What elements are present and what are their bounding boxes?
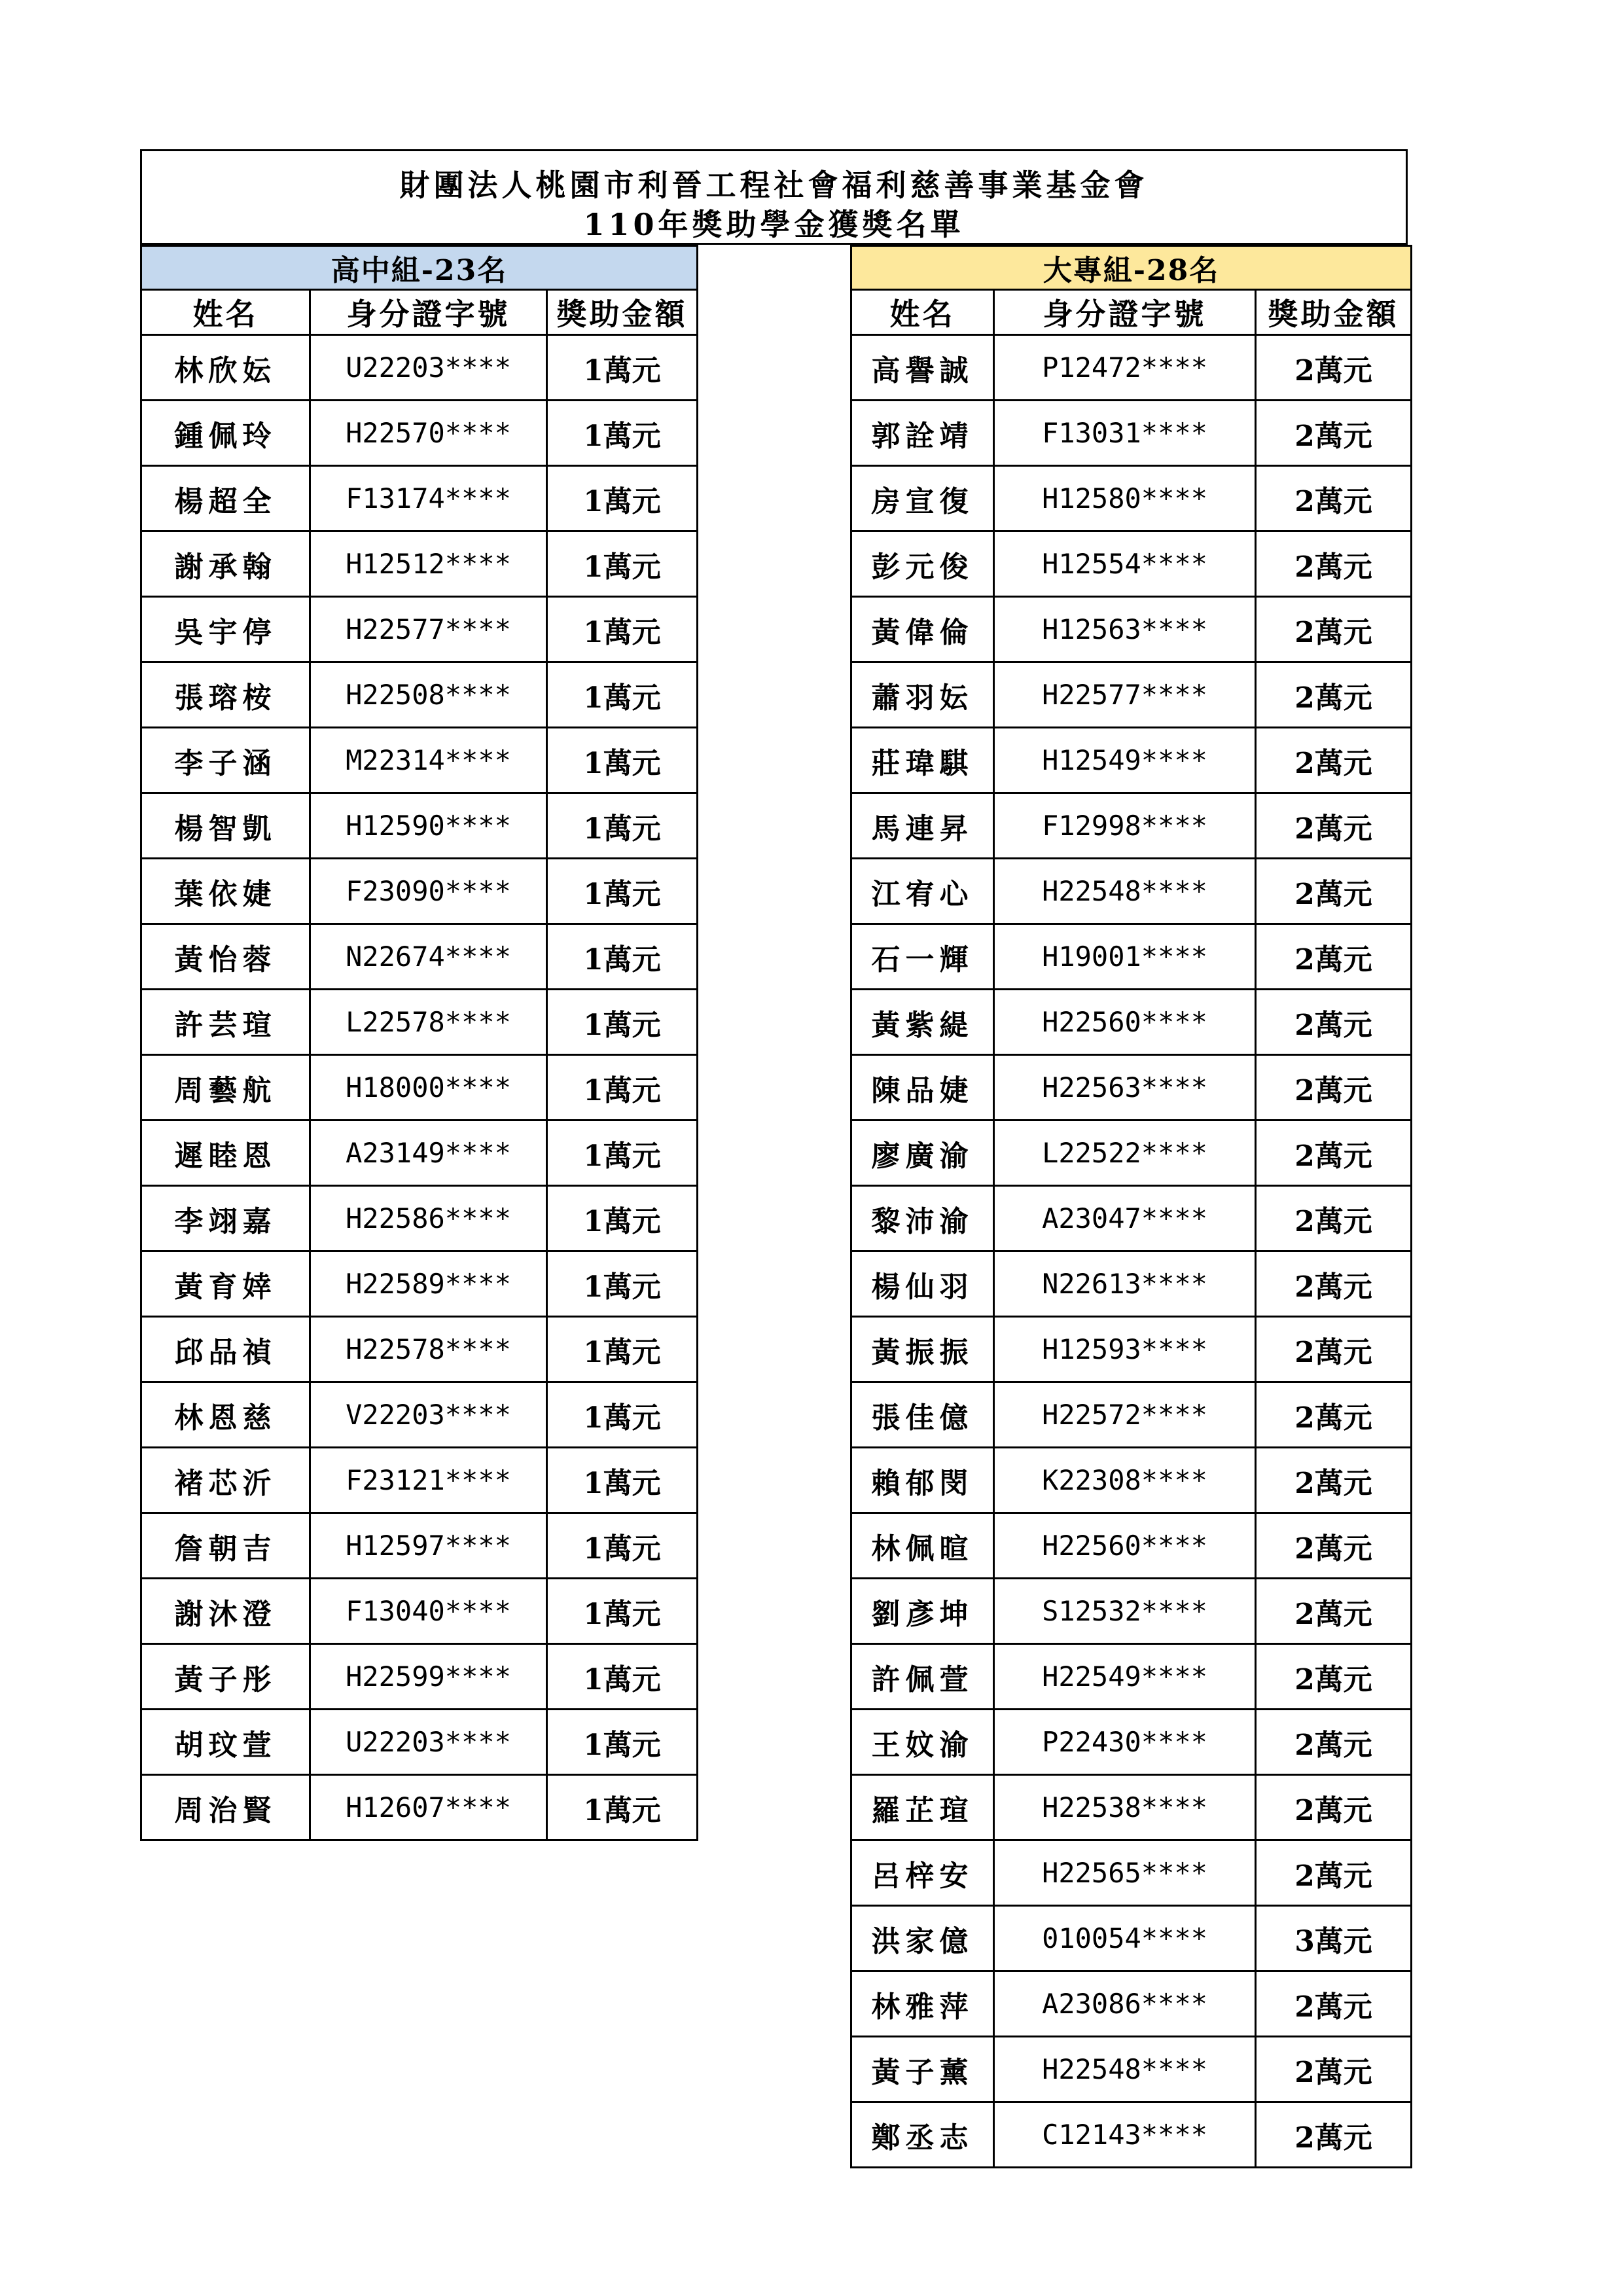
column-header-name: 姓名	[141, 290, 310, 335]
id-number: H12597****	[310, 1513, 547, 1579]
table-row	[851, 2102, 1412, 2168]
table-row	[141, 990, 698, 1055]
table-row	[851, 990, 1412, 1055]
table-row	[851, 1840, 1412, 1906]
recipient-name: 黃怡蓉	[141, 924, 310, 990]
award-amount: 1萬元	[547, 1513, 698, 1579]
id-number: H22577****	[994, 662, 1256, 728]
table-row	[851, 728, 1412, 793]
table-row	[141, 1579, 698, 1644]
id-number: P12472****	[994, 335, 1256, 401]
table-row	[141, 401, 698, 466]
table-row	[141, 1513, 698, 1579]
id-number: S12532****	[994, 1579, 1256, 1644]
award-amount: 2萬元	[1256, 1644, 1412, 1710]
id-number: F12998****	[994, 793, 1256, 859]
recipient-name: 林雅萍	[851, 1971, 994, 2037]
id-number: M22314****	[310, 728, 547, 793]
table-row	[141, 335, 698, 401]
id-number: H19001****	[994, 924, 1256, 990]
award-amount: 1萬元	[547, 1382, 698, 1448]
recipient-name: 莊瑋騏	[851, 728, 994, 793]
table-row	[851, 793, 1412, 859]
id-number: A23047****	[994, 1186, 1256, 1251]
table-row	[141, 466, 698, 531]
id-number: H12549****	[994, 728, 1256, 793]
table-row	[141, 1055, 698, 1121]
table-row	[851, 662, 1412, 728]
recipient-name: 黃育婞	[141, 1251, 310, 1317]
recipient-name: 黃振振	[851, 1317, 994, 1382]
recipient-name: 彭元俊	[851, 531, 994, 597]
table-row	[851, 401, 1412, 466]
recipient-name: 廖廣渝	[851, 1121, 994, 1186]
recipient-name: 江宥心	[851, 859, 994, 924]
table-row	[851, 1710, 1412, 1775]
table-row	[141, 1317, 698, 1382]
table-row	[141, 662, 698, 728]
table-row	[851, 466, 1412, 531]
award-amount: 1萬元	[547, 1186, 698, 1251]
id-number: U22203****	[310, 1710, 547, 1775]
table-row	[141, 924, 698, 990]
recipient-name: 周藝航	[141, 1055, 310, 1121]
table-row	[141, 1775, 698, 1840]
recipient-name: 馬連昇	[851, 793, 994, 859]
recipient-name: 邱品禎	[141, 1317, 310, 1382]
id-number: F13031****	[994, 401, 1256, 466]
table-row	[141, 1644, 698, 1710]
id-number: H12593****	[994, 1317, 1256, 1382]
award-amount: 2萬元	[1256, 1513, 1412, 1579]
id-number: H22578****	[310, 1317, 547, 1382]
award-amount: 2萬元	[1256, 2037, 1412, 2102]
table-row	[851, 1186, 1412, 1251]
table-row	[851, 335, 1412, 401]
recipient-name: 洪家億	[851, 1906, 994, 1971]
recipient-name: 詹朝吉	[141, 1513, 310, 1579]
recipient-name: 黃紫緹	[851, 990, 994, 1055]
id-number: H22563****	[994, 1055, 1256, 1121]
table-row	[851, 1448, 1412, 1513]
table-row	[851, 859, 1412, 924]
table-row	[851, 2037, 1412, 2102]
foundation-name: 財團法人桃園市利晉工程社會福利慈善事業基金會	[399, 168, 1149, 203]
id-number: N22674****	[310, 924, 547, 990]
award-amount: 2萬元	[1256, 859, 1412, 924]
id-number: H22549****	[994, 1644, 1256, 1710]
recipient-name: 褚芯沂	[141, 1448, 310, 1513]
id-number: N22613****	[994, 1251, 1256, 1317]
table-row	[851, 1579, 1412, 1644]
award-amount: 2萬元	[1256, 924, 1412, 990]
table-row	[851, 1644, 1412, 1710]
recipient-name: 張瑢桉	[141, 662, 310, 728]
award-amount: 1萬元	[547, 990, 698, 1055]
college-group-header: 大專組-28名	[851, 246, 1412, 290]
id-number: U22203****	[310, 335, 547, 401]
column-header-id: 身分證字號	[994, 290, 1256, 335]
table-row	[851, 1251, 1412, 1317]
id-number: A23086****	[994, 1971, 1256, 2037]
id-number: H22586****	[310, 1186, 547, 1251]
document-title-box	[140, 149, 1408, 245]
column-header-id: 身分證字號	[310, 290, 547, 335]
college-table	[850, 245, 1412, 2168]
award-amount: 2萬元	[1256, 1055, 1412, 1121]
award-amount: 1萬元	[547, 597, 698, 662]
award-amount: 1萬元	[547, 335, 698, 401]
award-amount: 1萬元	[547, 1644, 698, 1710]
recipient-name: 許佩萱	[851, 1644, 994, 1710]
recipient-name: 楊智凱	[141, 793, 310, 859]
award-amount: 1萬元	[547, 1121, 698, 1186]
award-amount: 2萬元	[1256, 728, 1412, 793]
award-amount: 1萬元	[547, 859, 698, 924]
recipient-name: 鍾佩玲	[141, 401, 310, 466]
id-number: H12563****	[994, 597, 1256, 662]
recipient-name: 李子涵	[141, 728, 310, 793]
column-header-amount: 獎助金額	[547, 290, 698, 335]
table-row	[141, 597, 698, 662]
table-row	[851, 1775, 1412, 1840]
college-rows	[851, 335, 1412, 2168]
id-number: L22578****	[310, 990, 547, 1055]
recipient-name: 周治賢	[141, 1775, 310, 1840]
table-row	[141, 793, 698, 859]
id-number: L22522****	[994, 1121, 1256, 1186]
recipient-name: 鄭丞志	[851, 2102, 994, 2168]
award-amount: 1萬元	[547, 531, 698, 597]
recipient-name: 羅芷瑄	[851, 1775, 994, 1840]
id-number: H22599****	[310, 1644, 547, 1710]
recipient-name: 高譽誠	[851, 335, 994, 401]
award-amount: 2萬元	[1256, 1382, 1412, 1448]
table-row	[141, 728, 698, 793]
id-number: H22548****	[994, 2037, 1256, 2102]
award-amount: 2萬元	[1256, 1775, 1412, 1840]
list-title: 110年獎助學金獲獎名單	[583, 207, 965, 242]
column-header-name: 姓名	[851, 290, 994, 335]
award-amount: 1萬元	[547, 1579, 698, 1644]
award-amount: 2萬元	[1256, 335, 1412, 401]
award-amount: 2萬元	[1256, 1251, 1412, 1317]
table-row	[851, 1317, 1412, 1382]
recipient-name: 王妏渝	[851, 1710, 994, 1775]
table-row	[141, 1251, 698, 1317]
award-amount: 2萬元	[1256, 1448, 1412, 1513]
high-school-table	[140, 245, 698, 1841]
recipient-name: 呂梓安	[851, 1840, 994, 1906]
table-row	[851, 1513, 1412, 1579]
high-school-rows	[141, 335, 698, 1840]
recipient-name: 遲睦恩	[141, 1121, 310, 1186]
award-amount: 2萬元	[1256, 990, 1412, 1055]
table-row	[141, 1382, 698, 1448]
award-amount: 1萬元	[547, 662, 698, 728]
id-number: F23121****	[310, 1448, 547, 1513]
id-number: H12607****	[310, 1775, 547, 1840]
recipient-name: 黃偉倫	[851, 597, 994, 662]
id-number: H22572****	[994, 1382, 1256, 1448]
recipient-name: 許芸瑄	[141, 990, 310, 1055]
id-number: H22577****	[310, 597, 547, 662]
recipient-name: 胡玟萱	[141, 1710, 310, 1775]
recipient-name: 賴郁閔	[851, 1448, 994, 1513]
recipient-name: 吳宇停	[141, 597, 310, 662]
id-number: H22560****	[994, 990, 1256, 1055]
recipient-name: 陳品婕	[851, 1055, 994, 1121]
table-row	[851, 1971, 1412, 2037]
id-number: H22538****	[994, 1775, 1256, 1840]
id-number: H22589****	[310, 1251, 547, 1317]
award-amount: 2萬元	[1256, 1317, 1412, 1382]
award-amount: 2萬元	[1256, 1186, 1412, 1251]
id-number: C12143****	[994, 2102, 1256, 2168]
table-row	[141, 1710, 698, 1775]
id-number: H12554****	[994, 531, 1256, 597]
award-amount: 2萬元	[1256, 2102, 1412, 2168]
id-number: H18000****	[310, 1055, 547, 1121]
id-number: 010054****	[994, 1906, 1256, 1971]
award-amount: 2萬元	[1256, 1710, 1412, 1775]
table-row	[851, 924, 1412, 990]
id-number: H12512****	[310, 531, 547, 597]
recipient-name: 謝沐澄	[141, 1579, 310, 1644]
award-amount: 2萬元	[1256, 597, 1412, 662]
recipient-name: 楊超全	[141, 466, 310, 531]
award-amount: 2萬元	[1256, 1121, 1412, 1186]
table-row	[851, 531, 1412, 597]
award-amount: 1萬元	[547, 1448, 698, 1513]
id-number: A23149****	[310, 1121, 547, 1186]
id-number: K22308****	[994, 1448, 1256, 1513]
recipient-name: 林恩慈	[141, 1382, 310, 1448]
high-school-group-header: 高中組-23名	[141, 246, 698, 290]
recipient-name: 張佳億	[851, 1382, 994, 1448]
recipient-name: 林欣妘	[141, 335, 310, 401]
award-amount: 3萬元	[1256, 1906, 1412, 1971]
award-amount: 1萬元	[547, 1317, 698, 1382]
recipient-name: 黎沛渝	[851, 1186, 994, 1251]
recipient-name: 李翊嘉	[141, 1186, 310, 1251]
award-amount: 1萬元	[547, 924, 698, 990]
table-row	[141, 1121, 698, 1186]
award-amount: 1萬元	[547, 466, 698, 531]
column-header-amount: 獎助金額	[1256, 290, 1412, 335]
table-row	[141, 1448, 698, 1513]
award-amount: 2萬元	[1256, 401, 1412, 466]
recipient-name: 黃子彤	[141, 1644, 310, 1710]
table-row	[141, 1186, 698, 1251]
award-amount: 1萬元	[547, 728, 698, 793]
id-number: H12580****	[994, 466, 1256, 531]
id-number: F23090****	[310, 859, 547, 924]
award-amount: 1萬元	[547, 793, 698, 859]
award-amount: 1萬元	[547, 1251, 698, 1317]
award-amount: 1萬元	[547, 401, 698, 466]
table-row	[851, 1055, 1412, 1121]
recipient-name: 林佩暄	[851, 1513, 994, 1579]
award-amount: 2萬元	[1256, 1579, 1412, 1644]
award-amount: 2萬元	[1256, 1840, 1412, 1906]
recipient-name: 石一輝	[851, 924, 994, 990]
id-number: H22570****	[310, 401, 547, 466]
id-number: H22565****	[994, 1840, 1256, 1906]
table-row	[141, 859, 698, 924]
recipient-name: 謝承翰	[141, 531, 310, 597]
table-row	[851, 1121, 1412, 1186]
recipient-name: 劉彥坤	[851, 1579, 994, 1644]
id-number: F13174****	[310, 466, 547, 531]
id-number: V22203****	[310, 1382, 547, 1448]
award-amount: 1萬元	[547, 1775, 698, 1840]
table-row	[851, 1906, 1412, 1971]
table-row	[141, 531, 698, 597]
table-row	[851, 1382, 1412, 1448]
award-amount: 2萬元	[1256, 466, 1412, 531]
award-amount: 1萬元	[547, 1710, 698, 1775]
recipient-name: 黃子薰	[851, 2037, 994, 2102]
recipient-name: 郭詮靖	[851, 401, 994, 466]
id-number: H22560****	[994, 1513, 1256, 1579]
award-amount: 2萬元	[1256, 531, 1412, 597]
award-amount: 2萬元	[1256, 662, 1412, 728]
recipient-name: 葉依婕	[141, 859, 310, 924]
recipient-name: 楊仙羽	[851, 1251, 994, 1317]
id-number: H22508****	[310, 662, 547, 728]
table-row	[851, 597, 1412, 662]
award-amount: 2萬元	[1256, 1971, 1412, 2037]
recipient-name: 蕭羽妘	[851, 662, 994, 728]
award-amount: 2萬元	[1256, 793, 1412, 859]
id-number: H22548****	[994, 859, 1256, 924]
recipient-name: 房宣復	[851, 466, 994, 531]
id-number: P22430****	[994, 1710, 1256, 1775]
id-number: F13040****	[310, 1579, 547, 1644]
award-amount: 1萬元	[547, 1055, 698, 1121]
id-number: H12590****	[310, 793, 547, 859]
